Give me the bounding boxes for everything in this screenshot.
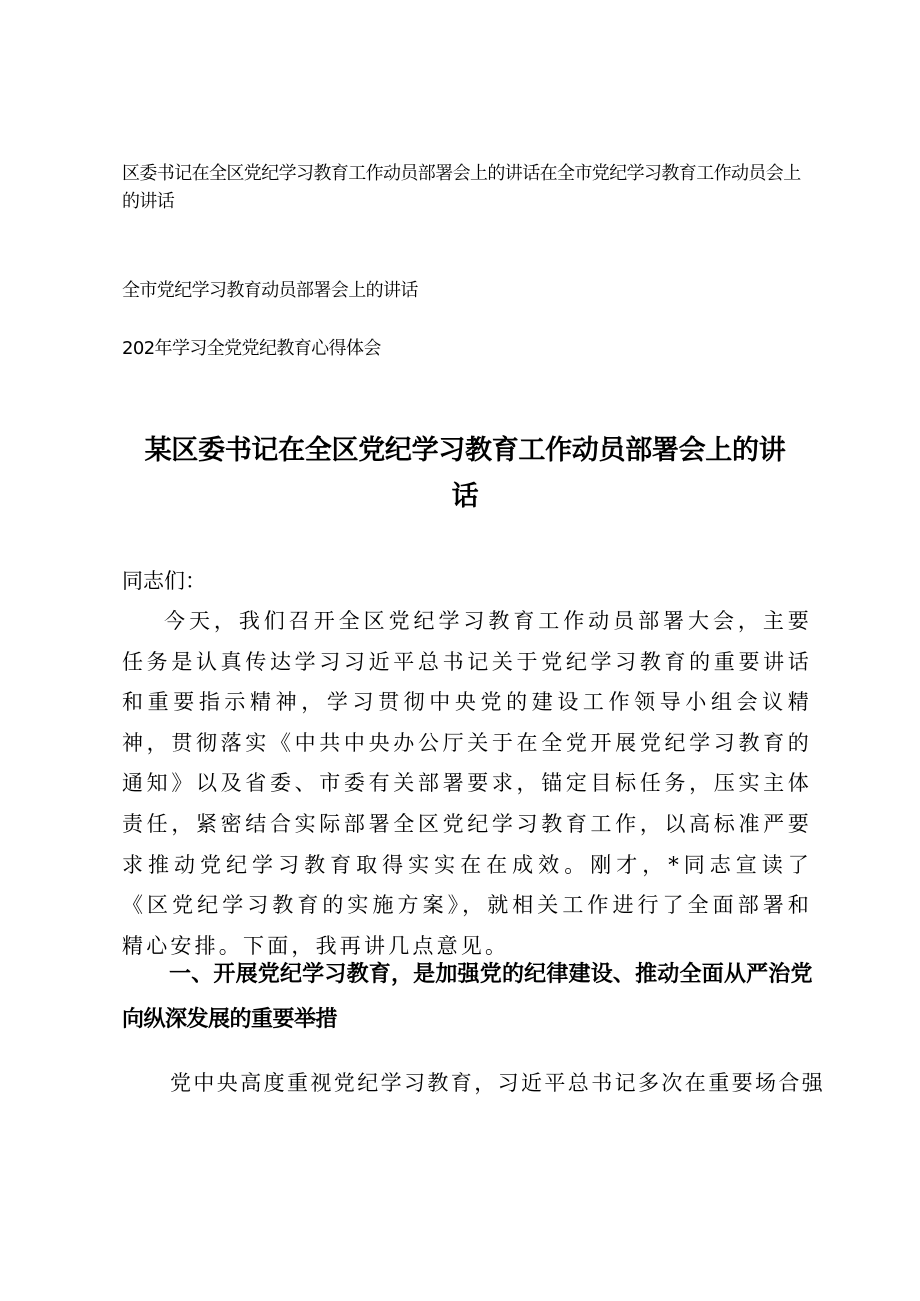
document-title: 某区委书记在全区党纪学习教育工作动员部署会上的讲话 xyxy=(144,435,786,512)
toc-item-1[interactable]: 区委书记在全区党纪学习教育工作动员部署会上的讲话在全市党纪学习教育工作动员会上的讲话 xyxy=(122,163,801,212)
salutation: 同志们： xyxy=(122,569,206,593)
toc-item-2[interactable]: 全市党纪学习教育动员部署会上的讲话 xyxy=(122,280,418,301)
toc-item-3[interactable]: 202年学习全党党纪教育心得体会 xyxy=(122,338,381,359)
body-paragraph-2: 党中央高度重视党纪学习教育，习近平总书记多次在重要场合强 xyxy=(170,1071,826,1095)
body-paragraph-1: 今天，我们召开全区党纪学习教育工作动员部署大会，主要任务是认真传达学习习近平总书记关于党纪学习教育的重要讲话和重要指示精神，学习贯彻中央党的建设工作领导小组会议精神，贯彻落实《中共中央办公厅关于在全党开展党纪学习教育的通知》以及省委、市委有关部署要求，锚定目标任务，压实主体责任，紧密结合实际部署全区党纪学习教育工作，以高标准严要求推动党纪学习教育取得实实在在成效。刚才，*同志宣读了《区党纪学习教育的实施方案》，就相关工作进行了全面部署和精心安排。下面，我再讲几点意见。 xyxy=(122,609,812,958)
section-heading-1: 一、开展党纪学习教育，是加强党的纪律建设、推动全面从严治党向纵深发展的重要举措 xyxy=(122,962,812,1032)
